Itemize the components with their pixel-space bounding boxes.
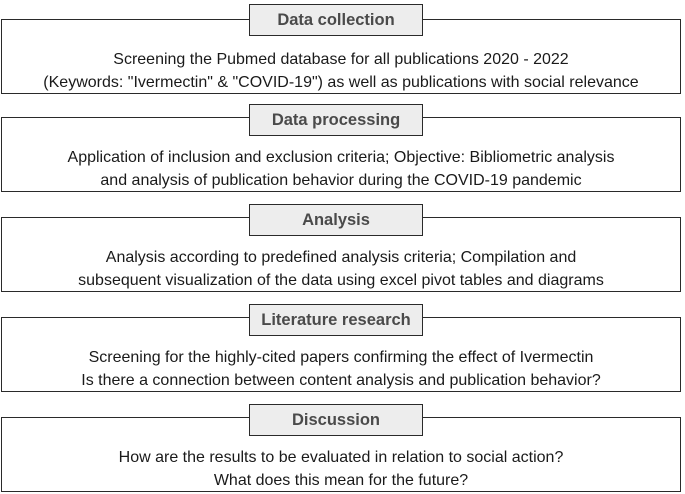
step-description (2, 346, 680, 392)
description-line: Analysis according to predefined analysis criteria; Compilation and (105, 249, 577, 266)
step-title: Data processing (249, 104, 423, 136)
description-line: What does this mean for the future? (213, 472, 469, 489)
description-line: Screening the Pubmed database for all publications 2020 - 2022 (113, 51, 569, 68)
description-line: Screening for the highly-cited papers confirming the effect of Ivermectin (88, 349, 594, 366)
description-line: Is there a connection between content analysis and publication behavior? (81, 372, 601, 389)
step-title: Discussion (249, 404, 423, 436)
description-line: and analysis of publication behavior during the COVID-19 pandemic (100, 172, 582, 189)
step-title: Literature research (249, 304, 423, 336)
step-description (2, 146, 680, 192)
step-description (2, 48, 680, 94)
description-line: How are the results to be evaluated in relation to social action? (118, 449, 564, 466)
description-line: Application of inclusion and exclusion criteria; Objective: Bibliometric analysis (67, 149, 615, 166)
description-line: (Keywords: "Ivermectin" & "COVID-19") as well as publications with social relevance (43, 74, 639, 91)
step-title: Data collection (249, 4, 423, 36)
step-title: Analysis (249, 204, 423, 236)
description-line: subsequent visualization of the data using excel pivot tables and diagrams (78, 272, 604, 289)
step-description (2, 446, 680, 492)
step-description (2, 246, 680, 292)
